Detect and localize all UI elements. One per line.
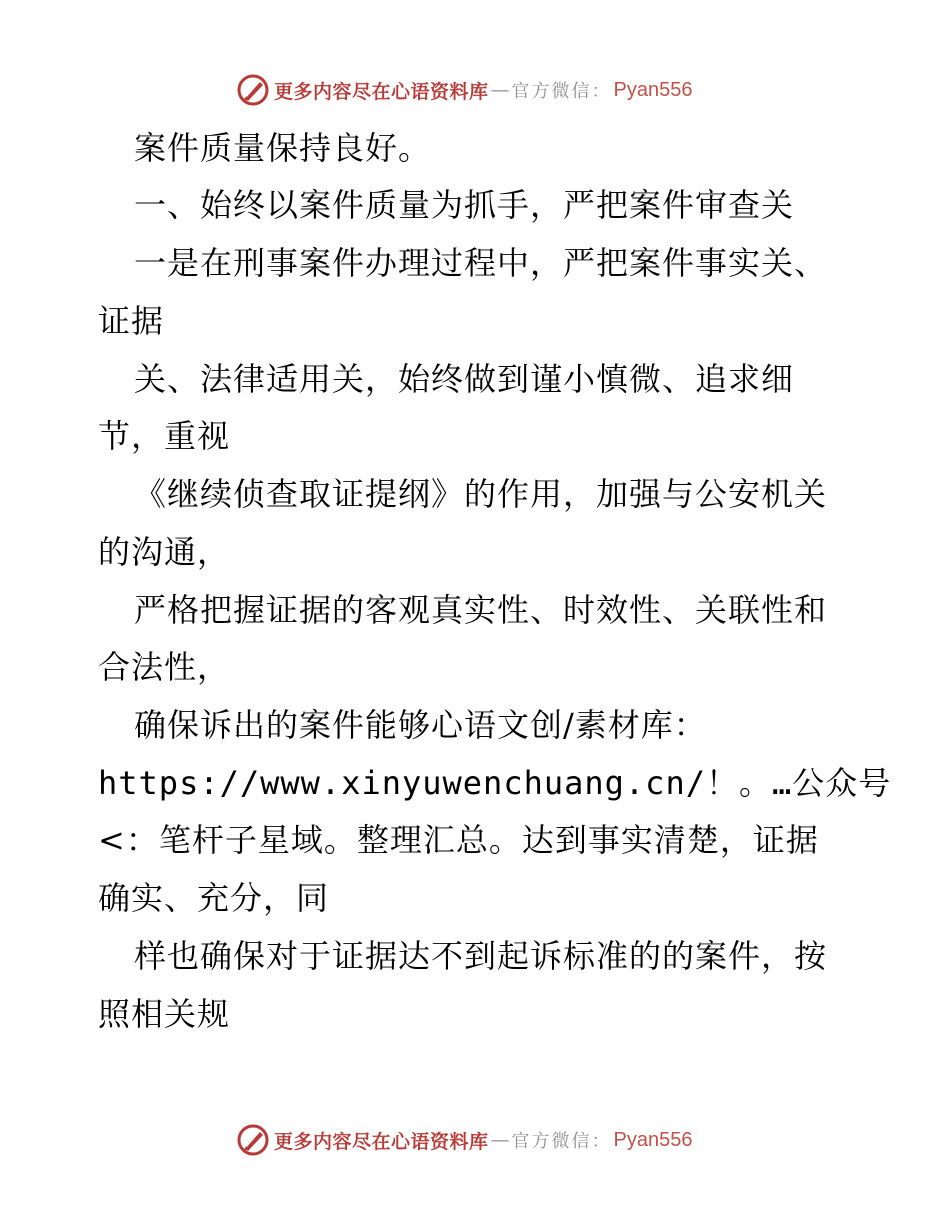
quill-logo-icon [236, 1123, 270, 1157]
watermark-dash: — [490, 1129, 510, 1151]
text-line: 《继续侦查取证提纲》的作用，加强与公安机关 [134, 475, 828, 513]
watermark-label: 官方微信： [511, 81, 612, 102]
text-line: 的沟通， [98, 533, 231, 571]
url-line: https://www.xinyuwenchuang.cn/！。…公众号 [98, 764, 892, 802]
text-line: 一是在刑事案件办理过程中，严把案件事实关、 [134, 244, 828, 282]
text-line: 证据 [98, 302, 165, 340]
watermark-dash: — [490, 79, 510, 101]
watermark-brand: 更多内容尽在心语资料库 [274, 80, 489, 103]
watermark-wechat-id: Pyan556 [613, 1128, 693, 1151]
footer-watermark [236, 1122, 692, 1158]
text-line: 照相关规 [98, 995, 231, 1033]
watermark-brand: 更多内容尽在心语资料库 [274, 1130, 489, 1153]
text-line: 确实、充分，同 [98, 879, 330, 917]
section-heading: 一、始终以案件质量为抓手，严把案件审查关 [134, 186, 795, 224]
text-line: 确保诉出的案件能够心语文创/素材库： [134, 706, 707, 744]
quill-logo-icon [236, 73, 270, 107]
text-line: 样也确保对于证据达不到起诉标准的的案件，按 [134, 937, 828, 975]
watermark-label: 官方微信： [511, 1131, 612, 1152]
text-line: 关、法律适用关，始终做到谨小慎微、追求细 [134, 360, 795, 398]
text-line: <：笔杆子星域。整理汇总。达到事实清楚，证据 [98, 821, 819, 859]
watermark-wechat-id: Pyan556 [613, 78, 693, 101]
text-line: 节，重视 [98, 417, 231, 455]
text-line: 合法性， [98, 648, 231, 686]
header-watermark [236, 72, 692, 108]
text-line: 案件质量保持良好。 [134, 129, 432, 167]
text-line: 严格把握证据的客观真实性、时效性、关联性和 [134, 591, 828, 629]
